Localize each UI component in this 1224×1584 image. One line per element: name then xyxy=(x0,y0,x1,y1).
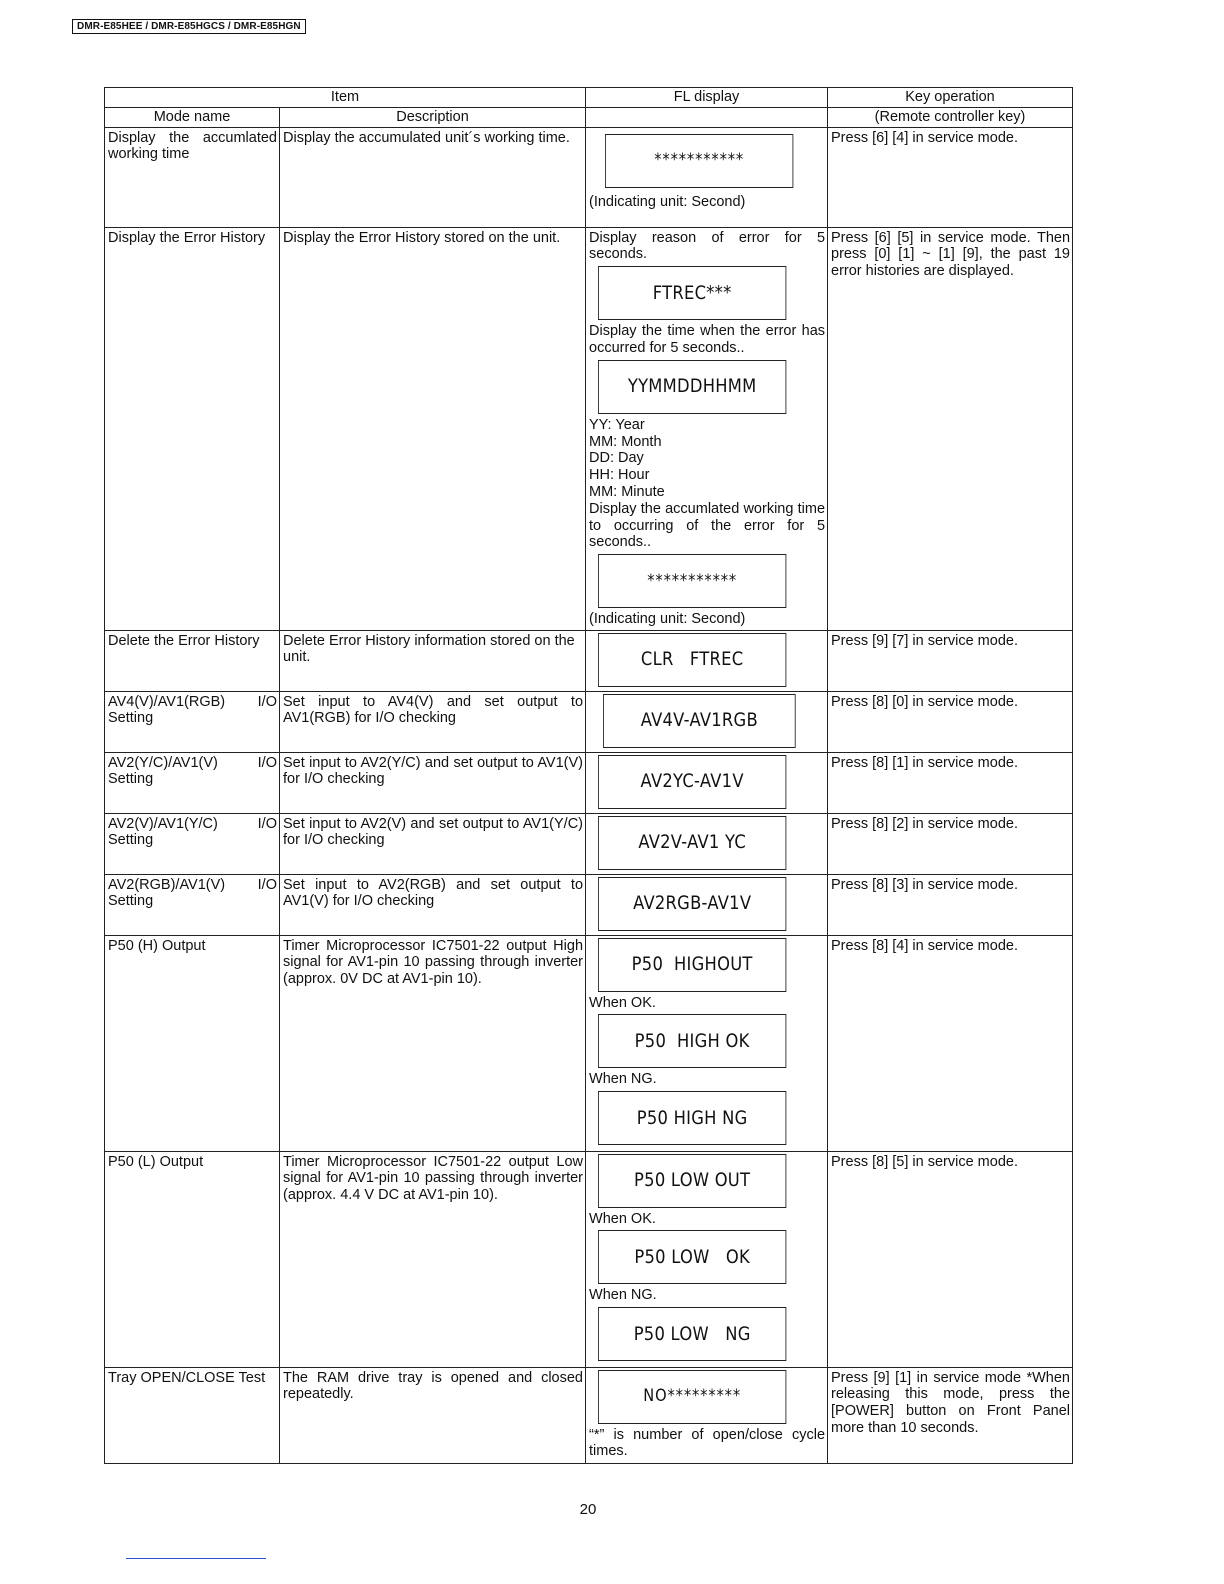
table-row xyxy=(105,630,1073,691)
table-subheader-row xyxy=(105,107,1073,127)
key-operation: Press [8] [3] in service mode. xyxy=(828,874,1073,935)
model-header: DMR-E85HEE / DMR-E85HGCS / DMR-E85HGN xyxy=(72,19,306,34)
description: Set input to AV2(V) and set output to AV1(Y/C) for I/O checking xyxy=(280,813,586,874)
table-row xyxy=(105,813,1073,874)
fl-display-panel: P50 HIGH NG xyxy=(598,1091,786,1145)
header-key-operation: Key operation xyxy=(828,88,1073,108)
fl-display-cell xyxy=(586,813,828,874)
fl-display-panel: AV4V-AV1RGB xyxy=(603,694,796,748)
fl-display-panel: AV2YC-AV1V xyxy=(598,755,786,809)
description: Set input to AV4(V) and set output to AV1(RGB) for I/O checking xyxy=(280,691,586,752)
fl-display-cell xyxy=(586,127,828,227)
fl-legend-item: HH: Hour xyxy=(589,467,650,484)
service-mode-table xyxy=(104,87,1073,1464)
header-remote-key: (Remote controller key) xyxy=(828,107,1073,127)
fl-text: Display the time when the error has occurred for 5 seconds.. xyxy=(589,323,826,356)
fl-ng-label: When NG. xyxy=(589,1071,657,1088)
description: Set input to AV2(Y/C) and set output to AV1(V) for I/O checking xyxy=(280,752,586,813)
fl-display-cell xyxy=(586,752,828,813)
description: Display the accumulated unit´s working time. xyxy=(280,127,586,227)
fl-display-panel: P50 HIGH OK xyxy=(598,1014,786,1068)
fl-display-panel: *********** xyxy=(605,134,793,188)
mode-name: AV2(RGB)/AV1(V) I/O Setting xyxy=(105,874,280,935)
fl-note: (Indicating unit: Second) xyxy=(589,611,746,628)
mode-name: AV2(V)/AV1(Y/C) I/O Setting xyxy=(105,813,280,874)
fl-display-cell xyxy=(586,1151,828,1367)
mode-name: Delete the Error History xyxy=(105,630,280,691)
table-row xyxy=(105,935,1073,1151)
fl-display-panel: FTREC*** xyxy=(598,266,786,320)
key-operation: Press [9] [1] in service mode *When releasing this mode, press the [POWER] button on Front Panel more than 10 seconds. xyxy=(828,1367,1073,1463)
fl-display-panel: P50 LOW OUT xyxy=(598,1154,786,1208)
fl-ok-label: When OK. xyxy=(589,1210,656,1227)
header-fl-blank xyxy=(586,107,828,127)
header-description: Description xyxy=(280,107,586,127)
key-operation: Press [8] [5] in service mode. xyxy=(828,1151,1073,1367)
page-number: 20 xyxy=(579,1501,597,1518)
key-operation: Press [6] [4] in service mode. xyxy=(828,127,1073,227)
fl-display-cell xyxy=(586,935,828,1151)
table-row xyxy=(105,127,1073,227)
table-row xyxy=(105,752,1073,813)
key-operation: Press [8] [0] in service mode. xyxy=(828,691,1073,752)
fl-note: “*” is number of open/close cycle times. xyxy=(589,1426,826,1460)
fl-legend-item: DD: Day xyxy=(589,450,644,467)
description: Timer Microprocessor IC7501-22 output High signal for AV1-pin 10 passing through inverter (approx. 0V DC at AV1-pin 10). xyxy=(280,935,586,1151)
fl-display-cell xyxy=(586,227,828,630)
mode-name: Display the Error History xyxy=(105,227,280,630)
table-row xyxy=(105,227,1073,630)
header-mode-name: Mode name xyxy=(105,107,280,127)
fl-display-cell xyxy=(586,630,828,691)
table-row xyxy=(105,691,1073,752)
mode-name: Display the accumlated working time xyxy=(105,127,280,227)
mode-name: Tray OPEN/CLOSE Test xyxy=(105,1367,280,1463)
fl-display-panel: *********** xyxy=(598,554,786,608)
fl-legend-item: YY: Year xyxy=(589,416,645,433)
key-operation: Press [8] [1] in service mode. xyxy=(828,752,1073,813)
table-row xyxy=(105,874,1073,935)
fl-note: (Indicating unit: Second) xyxy=(589,193,746,210)
fl-display-cell xyxy=(586,1367,828,1463)
header-fl-display: FL display xyxy=(586,88,828,108)
fl-text: Display the accumlated working time to occurring of the error for 5 seconds.. xyxy=(589,500,826,551)
fl-display-panel: P50 LOW NG xyxy=(598,1307,786,1361)
mode-name: P50 (L) Output xyxy=(105,1151,280,1367)
footer-divider xyxy=(126,1558,266,1559)
description: Display the Error History stored on the unit. xyxy=(280,227,586,630)
fl-legend-item: MM: Month xyxy=(589,433,662,450)
table-row xyxy=(105,1367,1073,1463)
description: Delete Error History information stored on the unit. xyxy=(280,630,586,691)
description: The RAM drive tray is opened and closed repeatedly. xyxy=(280,1367,586,1463)
mode-name: AV2(Y/C)/AV1(V) I/O Setting xyxy=(105,752,280,813)
description: Set input to AV2(RGB) and set output to AV1(V) for I/O checking xyxy=(280,874,586,935)
key-operation: Press [6] [5] in service mode. Then press [0] [1] ~ [1] [9], the past 19 error histories are displayed. xyxy=(828,227,1073,630)
fl-display-panel: YYMMDDHHMM xyxy=(598,360,786,414)
fl-display-panel: CLR FTREC xyxy=(598,633,786,687)
fl-display-cell xyxy=(586,691,828,752)
fl-display-panel: AV2RGB-AV1V xyxy=(598,877,786,931)
key-operation: Press [8] [4] in service mode. xyxy=(828,935,1073,1151)
fl-ng-label: When NG. xyxy=(589,1287,657,1304)
key-operation: Press [9] [7] in service mode. xyxy=(828,630,1073,691)
mode-name: P50 (H) Output xyxy=(105,935,280,1151)
table-header-row xyxy=(105,88,1073,108)
header-item: Item xyxy=(105,88,586,108)
fl-display-panel: NO********* xyxy=(598,1370,786,1424)
fl-display-panel: P50 HIGHOUT xyxy=(598,938,786,992)
fl-text: Display reason of error for 5 seconds. xyxy=(589,229,826,263)
fl-ok-label: When OK. xyxy=(589,994,656,1011)
description: Timer Microprocessor IC7501-22 output Low signal for AV1-pin 10 passing through inverter (approx. 4.4 V DC at AV1-pin 10). xyxy=(280,1151,586,1367)
table-row xyxy=(105,1151,1073,1367)
key-operation: Press [8] [2] in service mode. xyxy=(828,813,1073,874)
mode-name: AV4(V)/AV1(RGB) I/O Setting xyxy=(105,691,280,752)
fl-legend-item: MM: Minute xyxy=(589,483,665,500)
fl-display-panel: AV2V-AV1 YC xyxy=(598,816,786,870)
fl-display-panel: P50 LOW OK xyxy=(598,1230,786,1284)
fl-display-cell xyxy=(586,874,828,935)
